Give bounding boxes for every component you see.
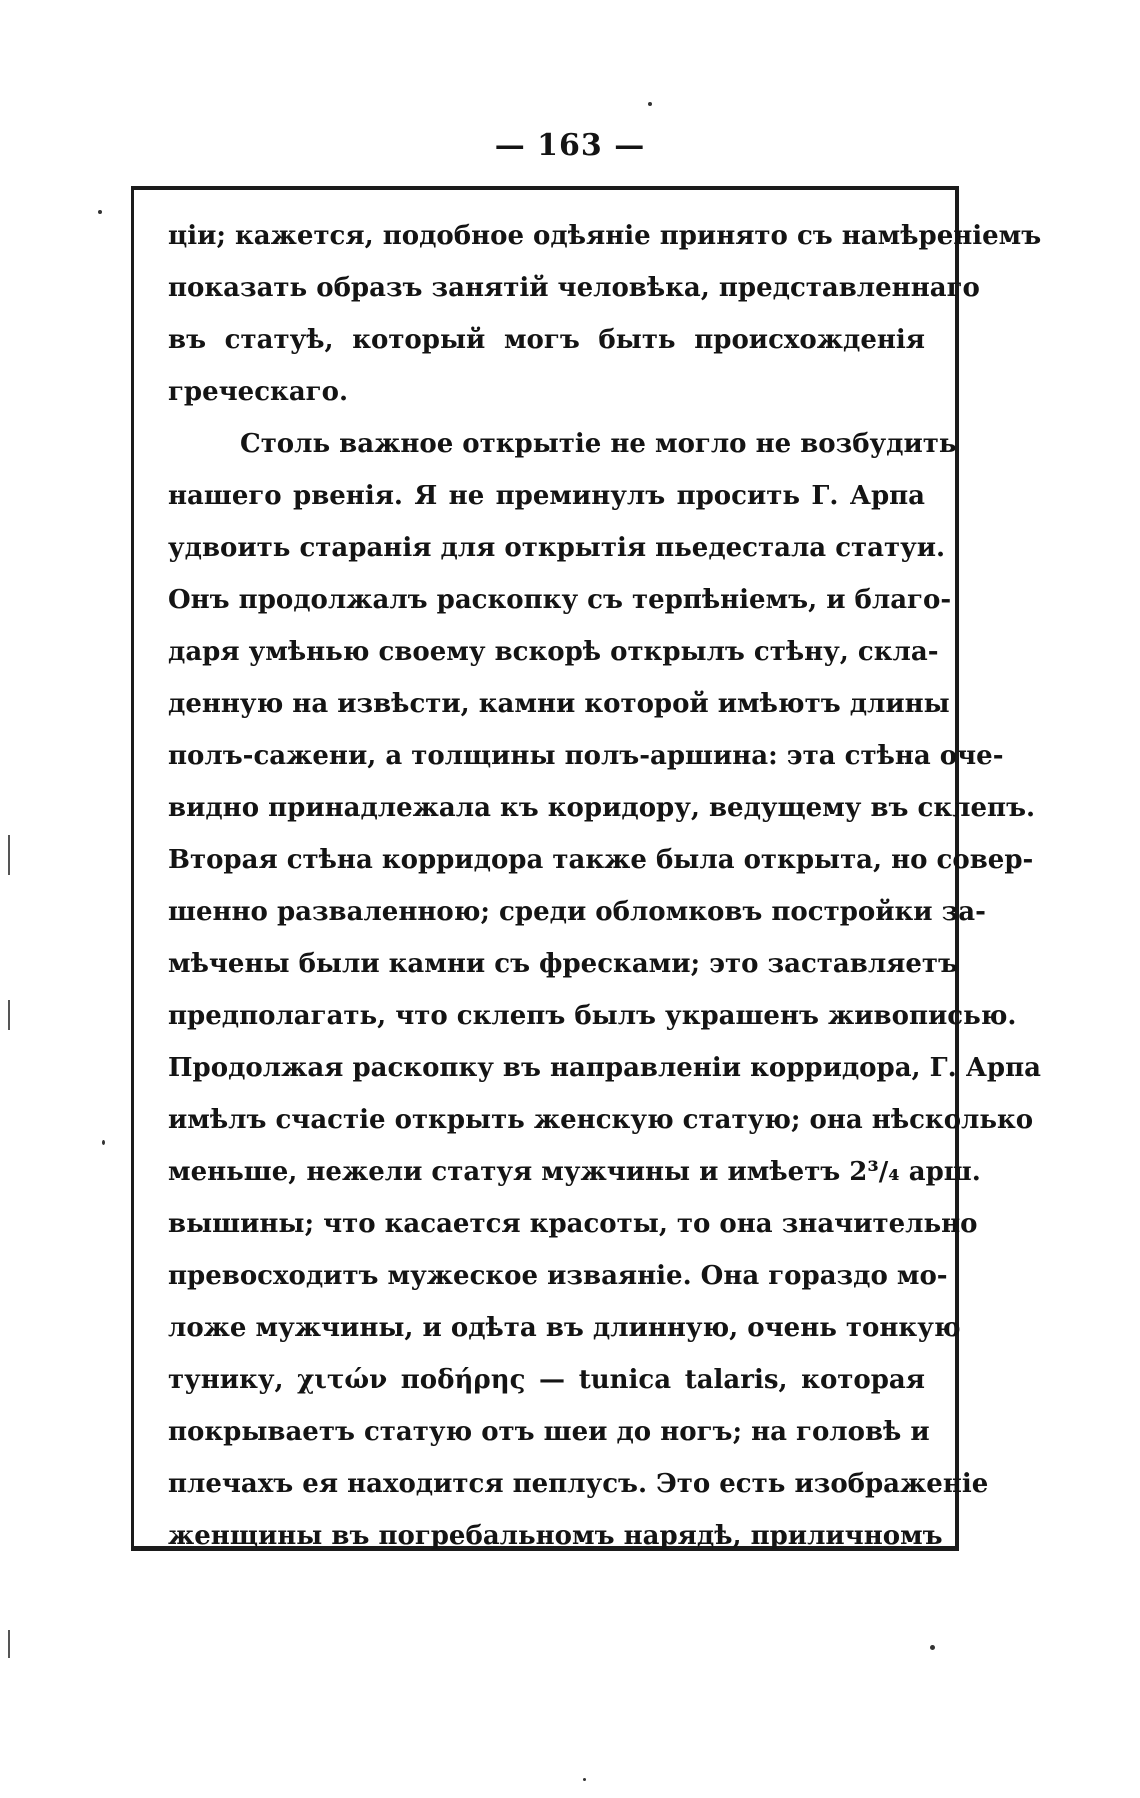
text-line: удвоить старанія для открытія пьедестала статуи. [168,533,946,563]
page-number: — 163 — [494,128,646,163]
scan-speck [583,1778,586,1781]
text-line: покрываетъ статую отъ шеи до ногъ; на головѣ и [168,1417,930,1447]
text-line: Продолжая раскопку въ направленіи корридора, Г. Арпа [168,1053,1041,1083]
text-line: тунику, χιτών ποδήρης — tunica talaris, которая [168,1365,925,1395]
text-body [168,210,1042,1562]
text-line: видно принадлежала къ коридору, ведущему въ склепъ. [168,793,1036,823]
text-line: въ статуѣ, который могъ быть происхожденія [168,325,925,355]
text-line: полъ-сажени, а толщины полъ-аршина: эта стѣна оче- [168,741,1004,771]
text-line: меньше, нежели статуя мужчины и имѣетъ 2³/₄ арш. [168,1157,981,1187]
text-line: плечахъ ея находится пеплусъ. Это есть изображеніе [168,1469,989,1499]
text-line: денную на извѣсти, камни которой имѣютъ длины [168,689,950,719]
text-line: предполагать, что склепъ былъ украшенъ живописью. [168,1001,1017,1031]
text-line: превосходитъ мужеское изваяніе. Она гораздо мо- [168,1261,948,1291]
scan-speck [98,210,102,214]
text-line: греческаго. [168,377,349,407]
text-line: Онъ продолжалъ раскопку съ терпѣніемъ, и благо- [168,585,952,615]
text-line: нашего рвенія. Я не преминулъ просить Г. Арпа [168,481,925,511]
text-line: ложе мужчины, и одѣта въ длинную, очень тонкую [168,1313,961,1343]
margin-mark [8,1630,10,1658]
text-line: Столь важное открытіе не могло не возбудить [240,429,957,459]
text-line: шенно разваленною; среди обломковъ постройки за- [168,897,986,927]
text-line: женщины въ погребальномъ нарядѣ, приличномъ [168,1521,943,1551]
margin-mark [8,835,10,875]
scan-speck [930,1645,935,1650]
margin-mark [8,1000,10,1030]
text-line: мѣчены были камни съ фресками; это заставляетъ [168,949,958,979]
scan-speck [102,1140,105,1145]
text-line: имѣлъ счастіе открыть женскую статую; она нѣсколько [168,1105,1034,1135]
text-line: показать образъ занятій человѣка, представленнаго [168,273,980,303]
text-line: даря умѣнью своему вскорѣ открылъ стѣну, скла- [168,637,939,667]
scan-speck [648,102,652,106]
text-line: вышины; что касается красоты, то она значительно [168,1209,978,1239]
text-line: Вторая стѣна корридора также была открыта, но совер- [168,845,1034,875]
text-line: ціи; кажется, подобное одѣяніе принято съ намѣреніемъ [168,221,1042,251]
